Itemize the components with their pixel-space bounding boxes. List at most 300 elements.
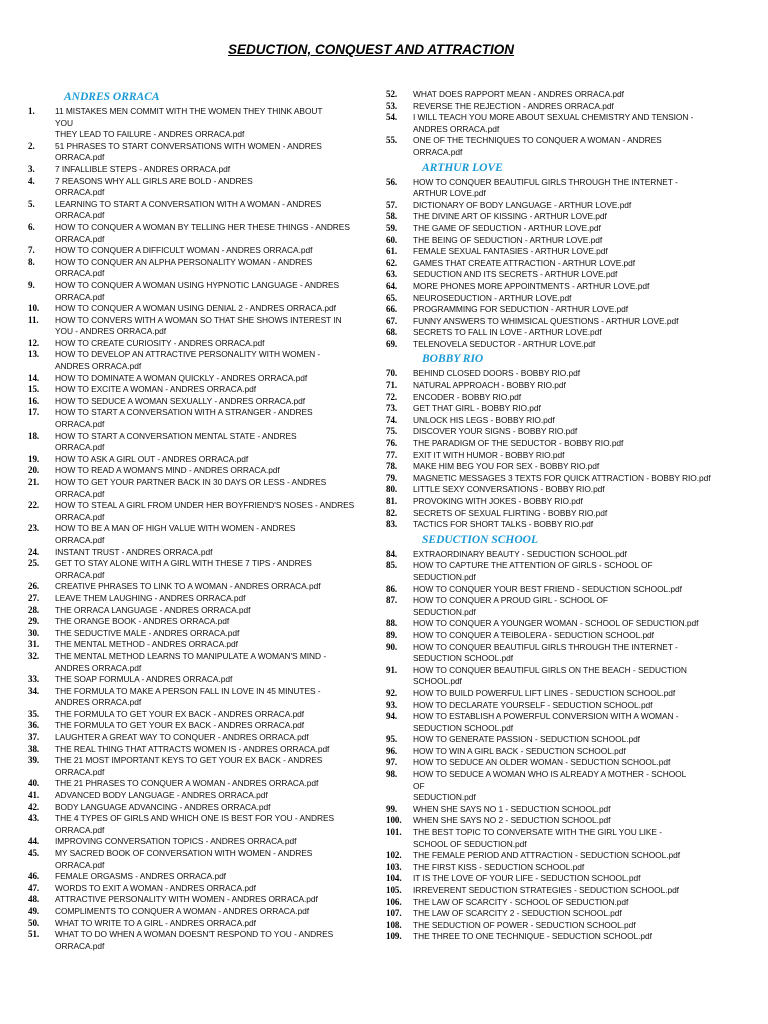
item-filename: 51 PHRASES TO START CONVERSATIONS WITH WOMEN - ANDRES ORRACA.pdf [55,140,322,163]
item-number: 36. [28,720,40,731]
item-number: 6. [28,221,35,232]
item-number: 83. [386,519,398,530]
section-heading: ARTHUR LOVE [422,161,503,174]
item-filename: WHAT DOES RAPPORT MEAN - ANDRES ORRACA.pdf [413,89,624,99]
list-item [28,280,360,303]
item-filename: HOW TO CONQUER A WOMAN USING DENIAL 2 - ANDRES ORRACA.pdf [55,303,336,314]
list-item [386,584,722,596]
item-filename: BODY LANGUAGE ADVANCING - ANDRES ORRACA.pdf [55,801,271,812]
item-number: 77. [386,449,398,460]
item-number: 35. [28,708,40,719]
item-filename: THE MENTAL METHOD - ANDRES ORRACA.pdf [55,639,238,650]
item-number: 50. [28,917,40,928]
item-filename: REVERSE THE REJECTION - ANDRES ORRACA.pdf [413,100,614,111]
item-number: 96. [386,745,398,756]
item-filename: THE ORRACA LANGUAGE - ANDRES ORRACA.pdf [55,604,251,615]
list-item [28,477,360,500]
list-item [28,628,360,640]
item-number: 57. [386,199,398,210]
item-number: 21. [28,477,40,487]
list-item [386,461,722,473]
item-number: 100. [386,815,402,826]
item-number: 10. [28,303,40,314]
list-item [28,848,360,871]
list-item [386,484,722,496]
item-number: 68. [386,327,398,338]
item-filename: THE FIRST KISS - SEDUCTION SCHOOL.pdf [413,861,585,872]
item-number: 91. [386,664,398,675]
list-item [386,269,722,281]
item-number: 79. [386,472,398,483]
document-title: SEDUCTION, CONQUEST AND ATTRACTION [228,42,514,57]
item-number: 16. [28,395,40,406]
item-number: 102. [386,850,402,861]
item-filename: 11 MISTAKES MEN COMMIT WITH THE WOMEN THEY THINK ABOUT YOU THEY LEAD TO FAILURE - ANDRES ORRACA.pdf [55,106,323,140]
list-item [28,176,360,199]
list-item [386,293,722,305]
list-item [386,873,722,885]
list-item [28,639,360,651]
item-filename: HOW TO GET YOUR PARTNER BACK IN 30 DAYS OR LESS - ANDRES ORRACA.pdf [55,477,327,499]
item-filename: THE SOAP FORMULA - ANDRES ORRACA.pdf [55,674,233,685]
item-filename: HOW TO CONQUER A YOUNGER WOMAN - SCHOOL OF SEDUCTION.pdf [413,618,699,629]
item-number: 8. [28,256,35,267]
item-number: 104. [386,873,402,884]
item-filename: ATTRACTIVE PERSONALITY WITH WOMEN - ANDRES ORRACA.pdf [55,894,318,905]
item-number: 9. [28,279,35,290]
item-number: 81. [386,496,398,506]
item-number: 75. [386,426,398,437]
item-number: 55. [386,135,398,146]
list-item [28,778,360,790]
list-item [28,813,360,836]
item-filename: HOW TO CONQUER A DIFFICULT WOMAN - ANDRES ORRACA.pdf [55,245,313,256]
item-filename: HOW TO CONQUER AN ALPHA PERSONALITY WOMAN - ANDRES ORRACA.pdf [55,256,313,279]
item-number: 29. [28,616,40,627]
item-filename: HOW TO SEDUCE A WOMAN WHO IS ALREADY A MOTHER - SCHOOL OF SEDUCTION.pdf [413,769,687,803]
item-filename: HOW TO READ A WOMAN'S MIND - ANDRES ORRACA.pdf [55,465,280,476]
item-number: 65. [386,292,398,303]
item-number: 38. [28,743,40,754]
item-number: 85. [386,560,398,571]
list-item [386,223,722,235]
item-number: 22. [28,500,40,511]
list-item [28,709,360,721]
left-column [28,88,360,952]
item-number: 97. [386,757,398,768]
item-filename: MORE PHONES MORE APPOINTMENTS - ARTHUR LOVE.pdf [413,280,650,291]
list-item [386,403,722,415]
list-item [386,711,722,734]
list-item [28,396,360,408]
list-item [28,720,360,732]
list-item [386,931,722,943]
list-item [28,906,360,918]
item-number: 92. [386,687,398,698]
item-number: 69. [386,338,398,349]
list-item [386,757,722,769]
item-number: 32. [28,650,40,661]
item-filename: 7 REASONS WHY ALL GIRLS ARE BOLD - ANDRES ORRACA.pdf [55,175,253,198]
item-number: 37. [28,732,40,743]
item-filename: THE FEMALE PERIOD AND ATTRACTION - SEDUCTION SCHOOL.pdf [413,850,680,861]
list-item [386,560,722,583]
item-filename: THE FORMULA TO GET YOUR EX BACK - ANDRES ORRACA.pdf [55,708,305,719]
item-number: 107. [386,908,402,919]
list-item [28,929,360,952]
item-number: 71. [386,380,398,391]
item-number: 70. [386,368,398,379]
item-filename: THE MENTAL METHOD LEARNS TO MANIPULATE A WOMAN'S MIND - ANDRES ORRACA.pdf [55,650,327,673]
section-heading: BOBBY RIO [422,353,484,366]
item-filename: HOW TO EXCITE A WOMAN - ANDRES ORRACA.pdf [55,384,257,395]
item-number: 34. [28,685,40,696]
list-item [28,500,360,523]
item-number: 101. [386,827,402,838]
item-number: 4. [28,175,35,186]
item-number: 39. [28,755,40,766]
item-number: 87. [386,595,398,606]
list-item [386,815,722,827]
item-filename: PROGRAMMING FOR SEDUCTION - ARTHUR LOVE.pdf [413,304,629,315]
list-item [28,465,360,477]
item-filename: LAUGHTER A GREAT WAY TO CONQUER - ANDRES ORRACA.pdf [55,732,309,743]
list-item [28,199,360,222]
list-item [386,630,722,642]
list-item [28,674,360,686]
item-number: 47. [28,882,40,893]
item-filename: THE THREE TO ONE TECHNIQUE - SEDUCTION SCHOOL.pdf [413,931,652,942]
list-item [28,547,360,559]
item-filename: DISCOVER YOUR SIGNS - BOBBY RIO.pdf [413,426,578,437]
item-number: 33. [28,674,40,685]
list-item [28,349,360,372]
item-number: 56. [386,176,398,187]
list-item [28,338,360,350]
item-filename: CREATIVE PHRASES TO LINK TO A WOMAN - ANDRES ORRACA.pdf [55,581,321,592]
list-item [386,258,722,270]
item-number: 20. [28,465,40,476]
item-filename: HOW TO CONQUER A WOMAN BY TELLING HER THESE THINGS - ANDRES ORRACA.pdf [55,221,350,244]
item-filename: HOW TO ESTABLISH A POWERFUL CONVERSION WITH A WOMAN - SEDUCTION SCHOOL.pdf [413,711,679,733]
item-filename: EXIT IT WITH HUMOR - BOBBY RIO.pdf [413,449,565,460]
item-filename: THE ORANGE BOOK - ANDRES ORRACA.pdf [55,616,230,627]
list-item [28,744,360,756]
item-filename: HOW TO WIN A GIRL BACK - SEDUCTION SCHOOL.pdf [413,745,626,756]
item-number: 46. [28,871,40,882]
list-item [386,304,722,316]
list-item [386,473,722,485]
item-number: 105. [386,885,402,895]
item-number: 45. [28,848,40,858]
item-filename: THE DIVINE ART OF KISSING - ARTHUR LOVE.pdf [413,211,607,222]
list-item [28,871,360,883]
list-item [386,281,722,293]
item-filename: THE PARADIGM OF THE SEDUCTOR - BOBBY RIO.pdf [413,438,624,449]
item-filename: ADVANCED BODY LANGUAGE - ANDRES ORRACA.pdf [55,790,268,801]
item-number: 17. [28,407,40,418]
item-filename: THE BEING OF SEDUCTION - ARTHUR LOVE.pdf [413,234,603,245]
item-filename: THE FORMULA TO MAKE A PERSON FALL IN LOVE IN 45 MINUTES - ANDRES ORRACA.pdf [55,685,321,708]
item-number: 73. [386,403,398,414]
list-item [386,450,722,462]
list-item [386,897,722,909]
list-item [386,769,722,804]
item-filename: HOW TO CONQUER BEAUTIFUL GIRLS ON THE BEACH - SEDUCTION SCHOOL.pdf [413,664,687,687]
item-filename: HOW TO CREATE CURIOSITY - ANDRES ORRACA.pdf [55,337,265,348]
list-item [386,415,722,427]
list-item [28,651,360,674]
list-item [386,200,722,212]
item-filename: HOW TO BE A MAN OF HIGH VALUE WITH WOMEN - ANDRES ORRACA.pdf [55,523,296,545]
item-filename: HOW TO CONQUER A TEIBOLERA - SEDUCTION SCHOOL.pdf [413,629,654,640]
item-filename: THE REAL THING THAT ATTRACTS WOMEN IS - ANDRES ORRACA.pdf [55,743,330,754]
section-heading: SEDUCTION SCHOOL [422,533,538,546]
list-item [386,618,722,630]
item-filename: FEMALE ORGASMS - ANDRES ORRACA.pdf [55,871,226,882]
list-item [28,431,360,454]
item-number: 15. [28,384,40,395]
item-filename: HOW TO CONQUER A PROUD GIRL - SCHOOL OF SEDUCTION.pdf [413,595,608,617]
list-item [28,407,360,430]
item-filename: NEUROSEDUCTION - ARTHUR LOVE.pdf [413,292,572,303]
list-item [28,384,360,396]
list-item [386,804,722,816]
item-filename: HOW TO CONQUER BEAUTIFUL GIRLS THROUGH THE INTERNET - ARTHUR LOVE.pdf [413,176,678,199]
item-number: 1. [28,106,35,116]
list-item [28,802,360,814]
list-item [386,101,722,113]
item-filename: I WILL TEACH YOU MORE ABOUT SEXUAL CHEMISTRY AND TENSION - ANDRES ORRACA.pdf [413,112,694,134]
item-number: 51. [28,929,40,940]
item-number: 18. [28,430,40,441]
item-filename: HOW TO CONQUER A WOMAN USING HYPNOTIC LANGUAGE - ANDRES ORRACA.pdf [55,279,340,302]
item-filename: GET TO STAY ALONE WITH A GIRL WITH THESE 7 TIPS - ANDRES ORRACA.pdf [55,558,312,580]
item-filename: FEMALE SEXUAL FANTASIES - ARTHUR LOVE.pdf [413,246,608,257]
list-item [28,686,360,709]
item-number: 109. [386,931,402,942]
item-filename: ONE OF THE TECHNIQUES TO CONQUER A WOMAN - ANDRES ORRACA.pdf [413,135,662,157]
list-item [28,755,360,778]
item-filename: THE FORMULA TO GET YOUR EX BACK - ANDRES ORRACA.pdf [55,720,305,731]
item-number: 58. [386,211,398,222]
item-filename: FUNNY ANSWERS TO WHIMSICAL QUESTIONS - ARTHUR LOVE.pdf [413,315,679,326]
item-number: 82. [386,507,398,518]
item-number: 30. [28,627,40,638]
item-filename: HOW TO STEAL A GIRL FROM UNDER HER BOYFRIEND'S NOSES - ANDRES ORRACA.pdf [55,500,355,522]
item-number: 61. [386,246,398,257]
item-filename: GAMES THAT CREATE ATTRACTION - ARTHUR LOVE.pdf [413,257,635,268]
item-number: 49. [28,905,40,916]
list-item [28,918,360,930]
list-item [28,164,360,176]
list-item [28,732,360,744]
item-number: 11. [28,314,39,325]
item-filename: HOW TO GENERATE PASSION - SEDUCTION SCHOOL.pdf [413,734,640,745]
list-item [28,106,360,141]
list-item [386,519,722,531]
list-item [386,746,722,758]
item-filename: HOW TO DEVELOP AN ATTRACTIVE PERSONALITY WITH WOMEN - ANDRES ORRACA.pdf [55,349,321,372]
list-item [386,908,722,920]
item-number: 5. [28,198,35,209]
item-filename: SECRETS TO FALL IN LOVE - ARTHUR LOVE.pdf [413,327,602,338]
item-number: 64. [386,280,398,291]
item-filename: DICTIONARY OF BODY LANGUAGE - ARTHUR LOVE.pdf [413,199,632,210]
list-item [28,315,360,338]
item-number: 40. [28,778,40,789]
item-filename: MAGNETIC MESSAGES 3 TEXTS FOR QUICK ATTRACTION - BOBBY RIO.pdf [413,472,711,483]
item-filename: WHAT TO WRITE TO A GIRL - ANDRES ORRACA.pdf [55,917,256,928]
list-item [28,883,360,895]
item-number: 103. [386,861,402,872]
item-filename: SEDUCTION AND ITS SECRETS - ARTHUR LOVE.pdf [413,269,618,280]
item-number: 14. [28,372,40,383]
list-item [28,894,360,906]
item-filename: WHEN SHE SAYS NO 2 - SEDUCTION SCHOOL.pdf [413,815,611,826]
item-filename: HOW TO SEDUCE AN OLDER WOMAN - SEDUCTION SCHOOL.pdf [413,757,671,768]
item-filename: MAKE HIM BEG YOU FOR SEX - BOBBY RIO.pdf [413,461,600,472]
item-filename: COMPLIMENTS TO CONQUER A WOMAN - ANDRES ORRACA.pdf [55,905,310,916]
item-number: 74. [386,414,398,425]
list-item [28,593,360,605]
item-filename: WHAT TO DO WHEN A WOMAN DOESN'T RESPOND TO YOU - ANDRES ORRACA.pdf [55,929,334,951]
list-item [386,327,722,339]
list-item [386,211,722,223]
list-item [28,303,360,315]
item-filename: HOW TO ASK A GIRL OUT - ANDRES ORRACA.pdf [55,453,249,464]
item-number: 80. [386,484,398,495]
item-filename: HOW TO CONVERS WITH A WOMAN SO THAT SHE SHOWS INTEREST IN YOU - ANDRES ORRACA.pdf [55,314,342,337]
item-number: 67. [386,315,398,326]
list-item [386,885,722,897]
item-filename: GET THAT GIRL - BOBBY RIO.pdf [413,403,541,414]
list-item [386,235,722,247]
list-item [28,141,360,164]
item-number: 41. [28,790,40,801]
item-number: 99. [386,803,398,814]
item-filename: LEAVE THEM LAUGHING - ANDRES ORRACA.pdf [55,592,246,603]
list-item [386,112,722,135]
item-number: 90. [386,641,398,652]
item-number: 76. [386,438,398,449]
item-filename: THE 4 TYPES OF GIRLS AND WHICH ONE IS BEST FOR YOU - ANDRES ORRACA.pdf [55,813,335,835]
item-number: 59. [386,222,398,233]
item-number: 89. [386,629,398,640]
list-item [28,454,360,466]
list-item [386,688,722,700]
item-number: 19. [28,453,40,464]
list-item [28,222,360,245]
list-item [386,426,722,438]
right-column [386,89,722,943]
list-item [386,177,722,200]
item-number: 62. [386,257,398,268]
item-number: 88. [386,618,398,629]
list-item [386,438,722,450]
item-number: 31. [28,639,40,650]
list-item [28,245,360,257]
list-item [386,380,722,392]
item-filename: HOW TO DECLARATE YOURSELF - SEDUCTION SCHOOL.pdf [413,699,653,710]
item-filename: LITTLE SEXY CONVERSATIONS - BOBBY RIO.pdf [413,484,605,495]
item-number: 28. [28,604,40,615]
item-filename: HOW TO DOMINATE A WOMAN QUICKLY - ANDRES ORRACA.pdf [55,372,308,383]
list-item [28,373,360,385]
item-filename: THE 21 PHRASES TO CONQUER A WOMAN - ANDRES ORRACA.pdf [55,778,319,789]
item-filename: IMPROVING CONVERSATION TOPICS - ANDRES ORRACA.pdf [55,836,297,847]
item-filename: WHEN SHE SAYS NO 1 - SEDUCTION SCHOOL.pdf [413,803,611,814]
item-filename: HOW TO CONQUER BEAUTIFUL GIRLS THROUGH THE INTERNET - SEDUCTION SCHOOL.pdf [413,641,678,664]
item-number: 106. [386,896,402,907]
item-filename: THE SEDUCTION OF POWER - SEDUCTION SCHOOL.pdf [413,919,636,930]
item-number: 23. [28,523,40,534]
list-item [28,605,360,617]
list-item [386,827,722,850]
list-item [386,496,722,508]
list-item [28,257,360,280]
list-item [28,616,360,628]
item-filename: HOW TO CAPTURE THE ATTENTION OF GIRLS - SCHOOL OF SEDUCTION.pdf [413,560,653,582]
list-item [386,339,722,351]
item-number: 95. [386,734,398,745]
list-item [386,135,722,158]
item-number: 86. [386,583,398,594]
item-number: 3. [28,163,35,174]
item-filename: NATURAL APPROACH - BOBBY RIO.pdf [413,380,566,391]
item-filename: HOW TO BUILD POWERFUL LIFT LINES - SEDUCTION SCHOOL.pdf [413,687,676,698]
item-filename: ENCODER - BOBBY RIO.pdf [413,391,522,402]
item-filename: LEARNING TO START A CONVERSATION WITH A WOMAN - ANDRES ORRACA.pdf [55,198,322,221]
item-number: 72. [386,391,398,402]
section-heading: ANDRES ORRACA [64,91,160,103]
item-filename: TELENOVELA SEDUCTOR - ARTHUR LOVE.pdf [413,338,596,349]
item-number: 93. [386,699,398,710]
list-item [386,850,722,862]
list-item [386,862,722,874]
item-number: 7. [28,245,35,256]
item-filename: WORDS TO EXIT A WOMAN - ANDRES ORRACA.pdf [55,882,256,893]
list-item [386,642,722,665]
list-item [386,316,722,328]
list-item [386,920,722,932]
list-item [386,368,722,380]
item-filename: PROVOKING WITH JOKES - BOBBY RIO.pdf [413,496,583,506]
item-filename: SECRETS OF SEXUAL FLIRTING - BOBBY RIO.pdf [413,507,608,518]
item-number: 60. [386,234,398,245]
item-number: 66. [386,304,398,315]
item-filename: THE LAW OF SCARCITY - SCHOOL OF SEDUCTION.pdf [413,896,629,907]
item-filename: THE GAME OF SEDUCTION - ARTHUR LOVE.pdf [413,222,601,233]
item-number: 43. [28,813,40,824]
item-filename: UNLOCK HIS LEGS - BOBBY RIO.pdf [413,414,555,425]
item-number: 26. [28,581,40,592]
list-item [386,89,722,101]
item-number: 2. [28,140,35,151]
item-number: 84. [386,548,398,559]
item-number: 98. [386,769,398,780]
item-number: 63. [386,269,398,280]
item-filename: HOW TO CONQUER YOUR BEST FRIEND - SEDUCTION SCHOOL.pdf [413,583,682,594]
item-filename: HOW TO START A CONVERSATION WITH A STRANGER - ANDRES ORRACA.pdf [55,407,313,430]
item-filename: THE 21 MOST IMPORTANT KEYS TO GET YOUR EX BACK - ANDRES ORRACA.pdf [55,755,323,777]
item-filename: TACTICS FOR SHORT TALKS - BOBBY RIO.pdf [413,519,594,530]
item-number: 108. [386,919,402,930]
item-filename: HOW TO START A CONVERSATION MENTAL STATE - ANDRES ORRACA.pdf [55,430,297,453]
list-item [386,508,722,520]
list-item [386,665,722,688]
item-filename: THE SEDUCTIVE MALE - ANDRES ORRACA.pdf [55,627,240,638]
